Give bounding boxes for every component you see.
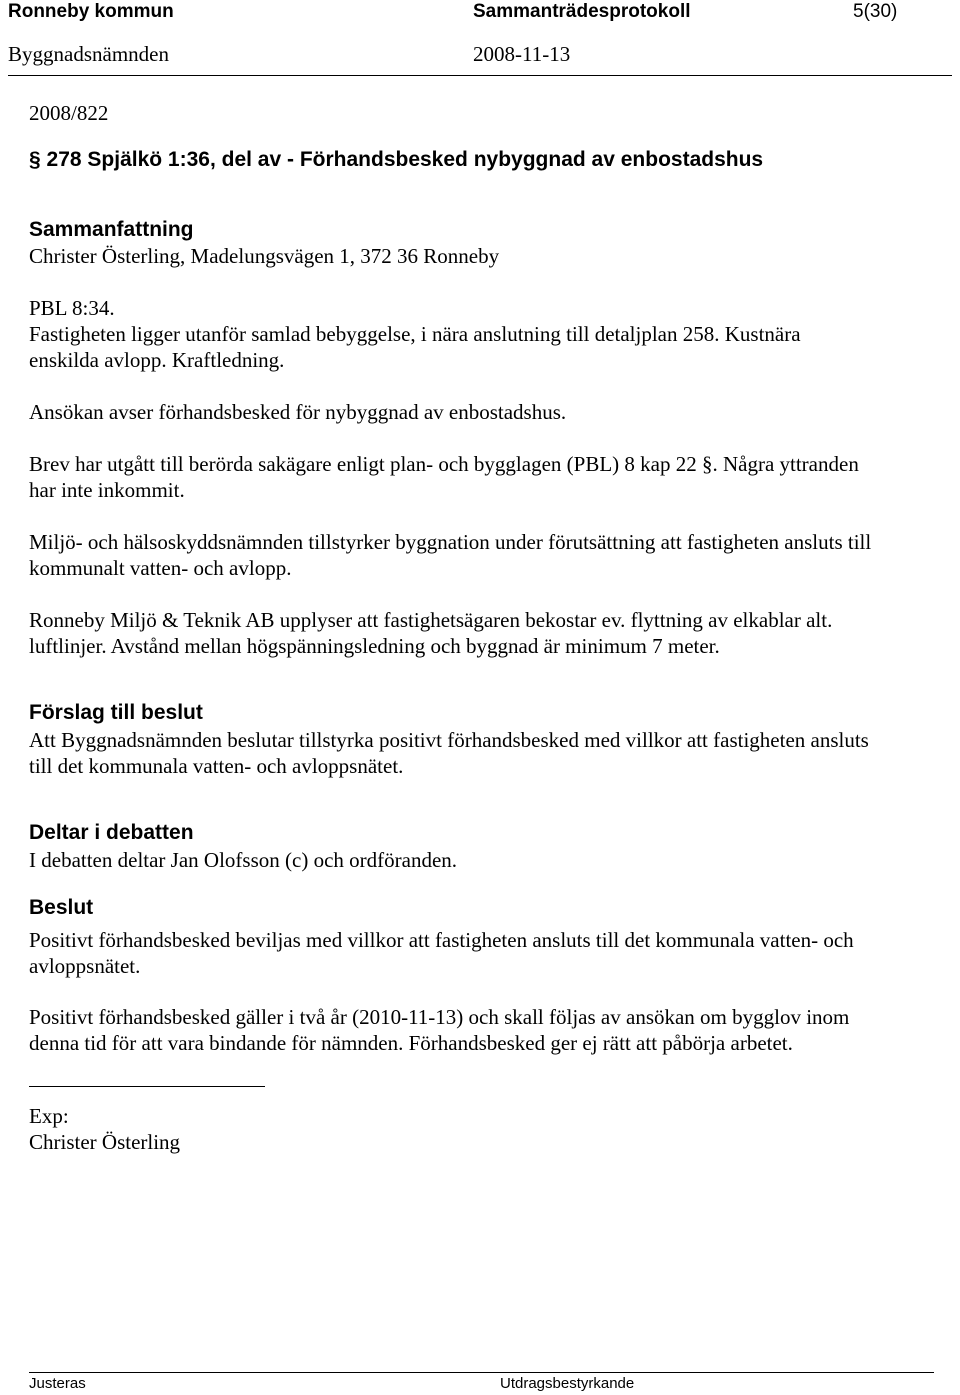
debate-heading: Deltar i debatten bbox=[29, 821, 194, 844]
header-org: Ronneby kommun bbox=[8, 1, 174, 22]
header-doc-type: Sammanträdesprotokoll bbox=[473, 1, 691, 22]
footer-justeras: Justeras bbox=[29, 1375, 86, 1392]
decision-text-2-line: denna tid för att vara bindande för nämnden. Förhandsbesked ger ej rätt att påbörja arbetet. bbox=[29, 1031, 793, 1055]
dispatch-recipient: Christer Österling bbox=[29, 1130, 181, 1154]
decision-text-2 bbox=[29, 1004, 939, 1056]
decision-text-1-line: avloppsnätet. bbox=[29, 954, 141, 978]
dispatch-rule bbox=[29, 1086, 265, 1087]
dispatch-label: Exp: bbox=[29, 1104, 69, 1128]
section-mark: § bbox=[29, 148, 41, 171]
summary-neighbours-line: Brev har utgått till berörda sakägare enligt plan- och bygglagen (PBL) 8 kap 22 §. Några yttranden bbox=[29, 452, 859, 476]
debate-text: I debatten deltar Jan Olofsson (c) och ordföranden. bbox=[29, 848, 458, 872]
summary-location-line: Fastigheten ligger utanför samlad bebyggelse, i nära anslutning till detaljplan 258. Kustnära bbox=[29, 322, 801, 346]
header-board: Byggnadsnämnden bbox=[8, 42, 169, 66]
decision-text-2-line: Positivt förhandsbesked gäller i två år (2010-11-13) och skall följas av ansökan om bygglov inom bbox=[29, 1005, 850, 1029]
decision-heading: Beslut bbox=[29, 896, 94, 919]
summary-application: Ansökan avser förhandsbesked för nybyggnad av enbostadshus. bbox=[29, 400, 567, 424]
footer-divider bbox=[29, 1372, 934, 1373]
decision-text-1-line: Positivt förhandsbesked beviljas med villkor att fastigheten ansluts till det kommunala vatten- och bbox=[29, 928, 854, 952]
proposal-text-line: Att Byggnadsnämnden beslutar tillstyrka positivt förhandsbesked med villkor att fastigheten ansluts bbox=[29, 728, 869, 752]
summary-utility bbox=[29, 607, 939, 659]
summary-neighbours-line: har inte inkommit. bbox=[29, 478, 185, 502]
summary-utility-line: Ronneby Miljö & Teknik AB upplyser att fastighetsägaren bekostar ev. flyttning av elkablar alt. bbox=[29, 608, 833, 632]
header-date: 2008-11-13 bbox=[473, 42, 571, 66]
proposal-heading: Förslag till beslut bbox=[29, 701, 203, 724]
case-title bbox=[29, 148, 763, 172]
summary-heading: Sammanfattning bbox=[29, 218, 194, 241]
summary-location bbox=[29, 321, 939, 373]
summary-health-board-line: Miljö- och hälsoskyddsnämnden tillstyrker byggnation under förutsättning att fastigheten ansluts till bbox=[29, 530, 872, 554]
footer-utdragsbestyrkande: Utdragsbestyrkande bbox=[500, 1375, 635, 1392]
summary-health-board bbox=[29, 529, 939, 581]
proposal-text bbox=[29, 727, 939, 779]
decision-text-1 bbox=[29, 927, 939, 979]
summary-applicant: Christer Österling, Madelungsvägen 1, 372 36 Ronneby bbox=[29, 244, 500, 268]
summary-neighbours bbox=[29, 451, 939, 503]
case-number: 2008/822 bbox=[29, 101, 109, 125]
summary-health-board-line: kommunalt vatten- och avlopp. bbox=[29, 556, 292, 580]
case-title-text: 278 Spjälkö 1:36, del av - Förhandsbesked nybyggnad av enbostadshus bbox=[46, 148, 764, 171]
summary-utility-line: luftlinjer. Avstånd mellan högspänningsledning och byggnad är minimum 7 meter. bbox=[29, 634, 720, 658]
header-page-number: 5(30) bbox=[853, 1, 898, 22]
summary-law-ref: PBL 8:34. bbox=[29, 296, 115, 320]
summary-location-line: enskilda avlopp. Kraftledning. bbox=[29, 348, 285, 372]
header-divider bbox=[8, 75, 952, 76]
proposal-text-line: till det kommunala vatten- och avloppsnätet. bbox=[29, 754, 404, 778]
